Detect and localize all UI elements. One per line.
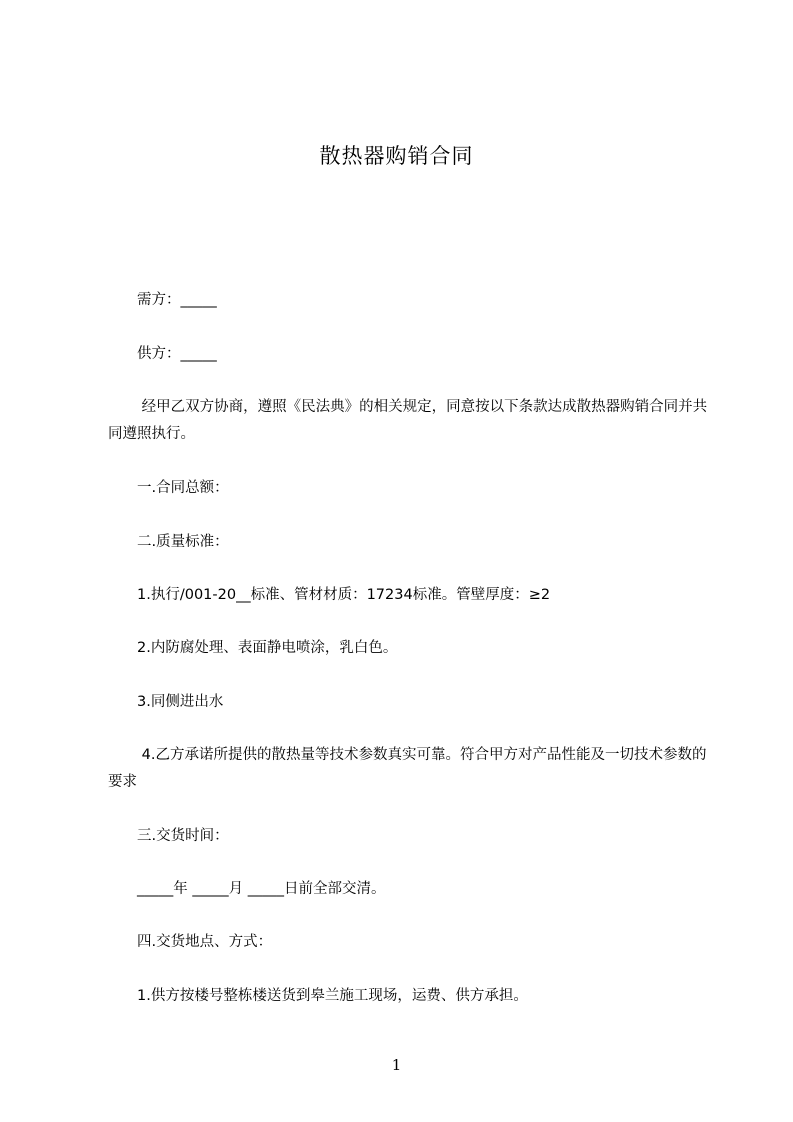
- delivery-date-line: _____年 _____月 _____日前全部交清。: [137, 881, 386, 897]
- document-title: 散热器购销合同: [319, 144, 474, 168]
- delivery-item-1: 1.供方按楼号整栋楼送货到皋兰施工现场，运费、供方承担。: [137, 988, 528, 1004]
- buyer-line: 需方：_____: [137, 292, 217, 308]
- quality-item-3: 3.同侧进出水: [137, 694, 224, 710]
- section-heading-delivery-time: 三.交货时间：: [137, 828, 229, 844]
- section-heading-total: 一.合同总额：: [137, 480, 229, 496]
- preamble-paragraph: 经甲乙双方协商，遵照《民法典》的相关规定，同意按以下条款达成散热器购销合同并共同遵照执行。: [108, 399, 708, 442]
- quality-item-1: 1.执行/001-20__标准、管材材质：17234标准。管壁厚度：≥2: [137, 587, 551, 603]
- section-heading-delivery-place: 四.交货地点、方式：: [137, 934, 273, 950]
- quality-item-4: 4.乙方承诺所提供的散热量等技术参数真实可靠。符合甲方对产品性能及一切技术参数的要求: [108, 747, 707, 790]
- supplier-line: 供方：_____: [137, 346, 217, 362]
- section-heading-quality: 二.质量标准：: [137, 534, 229, 550]
- page-number: 1: [391, 1056, 402, 1074]
- quality-item-2: 2.内防腐处理、表面静电喷涂，乳白色。: [137, 640, 398, 656]
